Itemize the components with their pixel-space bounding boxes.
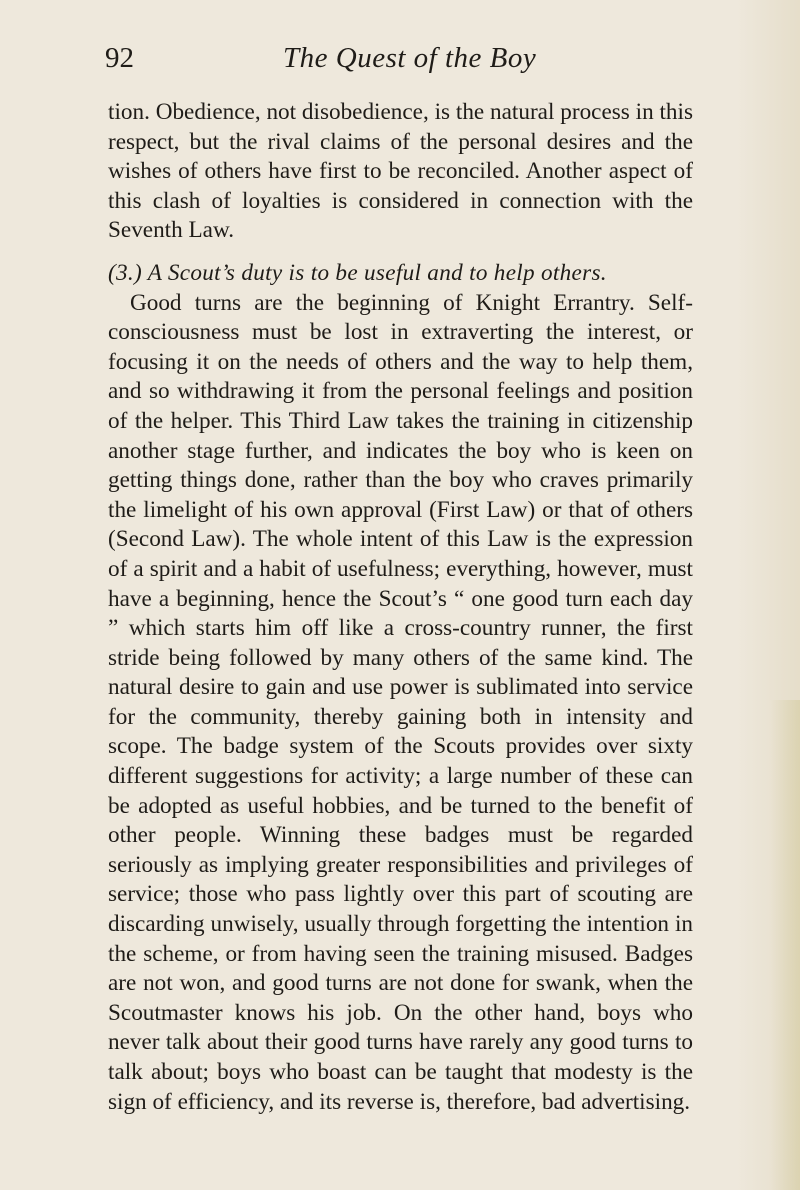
running-head (105, 42, 705, 82)
section-heading: (3.) A Scout’s duty is to be useful and to help others. (108, 259, 607, 286)
running-title: The Quest of the Boy (283, 42, 537, 74)
page-number: 92 (105, 42, 134, 74)
paragraph-1: tion. Obedience, not disobedience, is the natural process in this respect, but the rival claims of the personal desires and the wishes of others have first to be reconciled. Another aspect of this clash of loyalties is considered in connection with the Seventh Law. (108, 99, 693, 244)
page-edge-stain (770, 700, 800, 1190)
body-text (108, 98, 693, 1117)
paragraph-2: Good turns are the beginning of Knight Errantry. Self-consciousness must be lost in extraverting the interest, or focusing it on the needs of others and the way to help them, and so withdrawing it from the personal feelings and position of the helper. This Third Law takes the training in citizenship another stage further, and indicates the boy who is keen on getting things done, rather than the boy who craves primarily the limelight of his own approval (First Law) or that of others (Second Law). The whole intent of this Law is the expression of a spirit and a habit of usefulness; everything, however, must have a beginning, hence the Scout’s “ one good turn each day ” which starts him off like a cross-country runner, the first stride being followed by many others of the same kind. The natural desire to gain and use power is sublimated into service for the community, thereby gaining both in intensity and scope. The badge system of the Scouts provides over sixty different suggestions for activity; a large number of these can be adopted as useful hobbies, and be turned to the benefit of other people. Winning these badges must be regarded seriously as implying greater responsibilities and privileges of service; those who pass lightly over this part of scouting are discarding unwisely, usually through forgetting the intention in the scheme, or from having seen the training misused. Badges are not won, and good turns are not done for swank, when the Scoutmaster knows his job. On the other hand, boys who never talk about their good turns have rarely any good turns to talk about; boys who boast can be taught that modesty is the sign of efficiency, and its reverse is, therefore, bad advertising. (108, 289, 693, 1115)
